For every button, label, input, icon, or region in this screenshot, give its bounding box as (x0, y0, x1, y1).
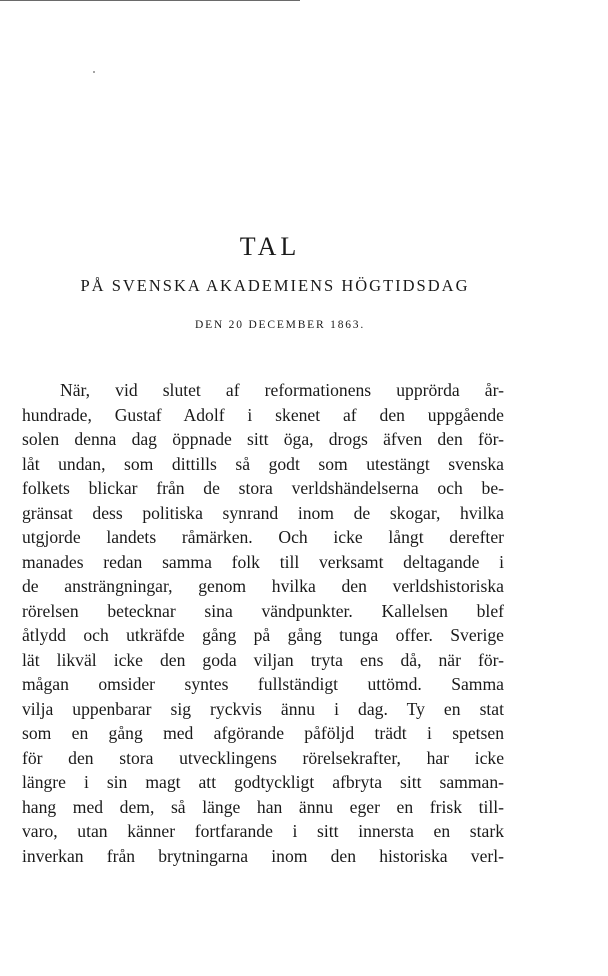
text-line: de ansträngningar, genom hvilka den verldshistoriska (22, 576, 504, 596)
text-line: folkets blickar från de stora verldshändelserna och be- (22, 478, 504, 498)
text-line: som en gång med afgörande påföljd trädt i spetsen (22, 723, 504, 743)
text-line: rörelsen betecknar sina vändpunkter. Kallelsen blef (22, 600, 504, 621)
text-line: för den stora utvecklingens rörelsekrafter, har icke (22, 747, 504, 768)
text-line: manades redan samma folk till verksamt deltagande i (22, 551, 504, 572)
page-title: TAL (239, 232, 301, 261)
text-line: åtlydd och utkräfde gång på gång tunga offer. Sverige (22, 625, 504, 645)
text-line: När, vid slutet af reformationens upprörda år- (60, 380, 504, 400)
text-line: solen denna dag öppnade sitt öga, drogs äfven den för- (22, 429, 504, 449)
text-line: hang med dem, så länge han ännu eger en frisk till- (22, 796, 504, 817)
text-line: vilja uppenbarar sig ryckvis ännu i dag. Ty en stat (22, 698, 504, 719)
text-line: inverkan från brytningarna inom den historiska verl- (22, 845, 504, 866)
text-line: låt undan, som dittills så godt som utestängt svenska (22, 453, 504, 474)
text-line: gränsat dess politiska synrand inom de skogar, hvilka (22, 502, 504, 523)
top-edge-rule (0, 0, 300, 1)
page-subtitle: PÅ SVENSKA AKADEMIENS HÖGTIDSDAG (80, 276, 470, 295)
text-line: utgjorde landets råmärken. Och icke långt derefter (22, 527, 504, 547)
paper-speck (93, 71, 95, 73)
text-line: mågan omsider syntes fullständigt uttömd. Samma (22, 674, 504, 694)
speech-date: DEN 20 DECEMBER 1863. (194, 319, 366, 331)
text-line: lät likväl icke den goda viljan tryta ens då, när för- (22, 649, 504, 670)
body-paragraph (22, 378, 504, 868)
text-line: hundrade, Gustaf Adolf i skenet af den uppgående (22, 404, 504, 425)
text-line: varo, utan känner fortfarande i sitt innersta en stark (22, 821, 504, 841)
text-line: längre i sin magt att godtyckligt afbryta sitt samman- (22, 772, 504, 792)
